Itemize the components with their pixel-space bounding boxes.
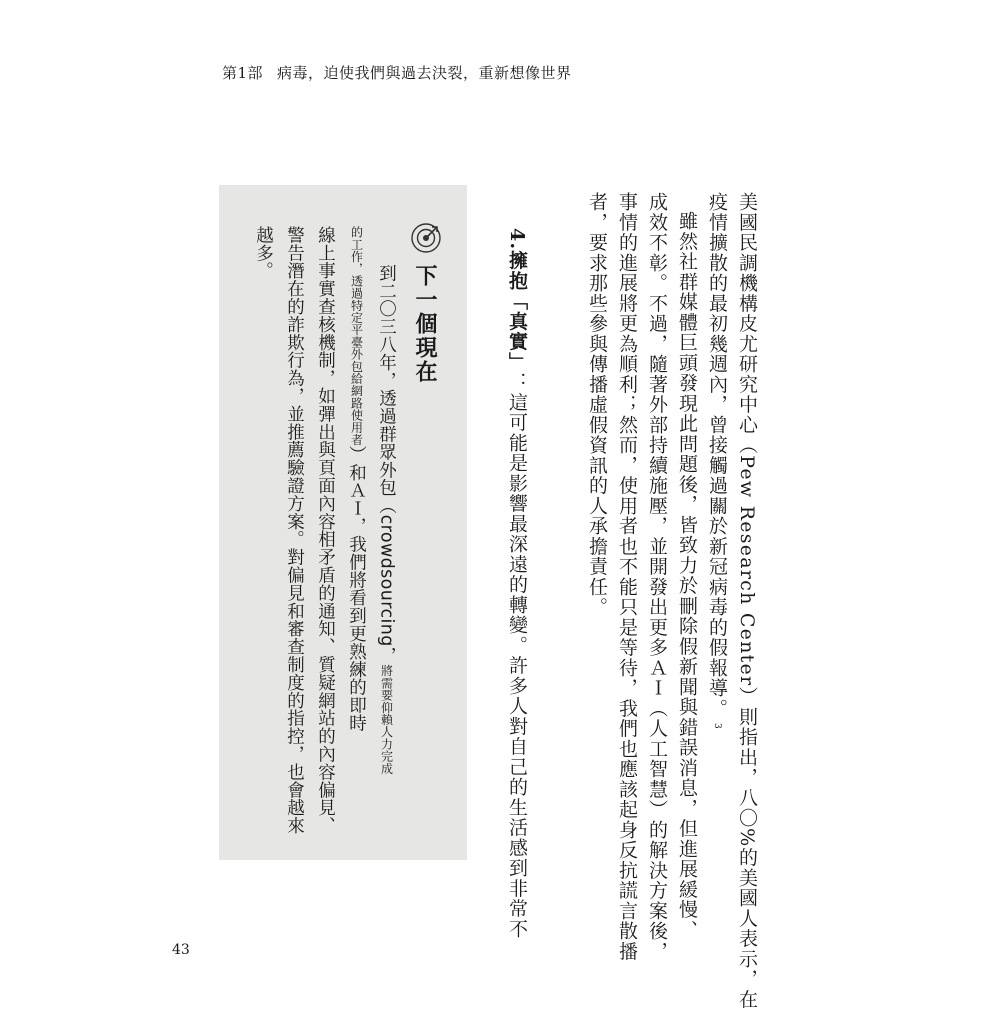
running-head [222, 62, 572, 83]
body-line: 事情的進展將更為順利；然而，使用者也不能只是等待，我們也應該起身反抗謊言散播 [616, 192, 638, 962]
sidebar-line-note: 將需要仰賴人力完成 [379, 664, 394, 775]
body-line-text: 疫情擴散的最初幾週內，曾接觸過關於新冠病毒的假報導。 [706, 192, 728, 719]
sidebar-line-main: 到二〇三八年，透過群眾外包（crowdsourcing， [376, 264, 397, 665]
point-number: 4. [506, 228, 528, 251]
page-number: 43 [172, 942, 190, 958]
body-line-text: 雖然社群媒體巨頭發現此問題後，皆致力於刪除假新聞與錯誤消息，但進展緩慢、 [676, 211, 698, 940]
sidebar-line: 越多。 [253, 226, 274, 280]
point-text: ：這可能是影響最深遠的轉變。許多人對自己的生活感到非常不 [506, 371, 528, 939]
sidebar-line [377, 264, 395, 774]
sidebar-line-main: ）和ＡＩ，我們將看到更熟練的即時 [346, 445, 367, 733]
sidebar-heading: 下一個現在 [412, 264, 437, 384]
body-line [677, 192, 696, 940]
point-title: 擁抱「真實」 [506, 250, 528, 372]
sidebar-line [347, 226, 365, 732]
sidebar-line: 線上事實查核機制，如彈出與頁面內容相矛盾的通知、質疑網站的內容偏見、 [315, 226, 336, 835]
body-line: 成效不彰。不過，隨著外部持續施壓，並開發出更多ＡＩ（人工智慧）的解決方案後， [646, 192, 668, 962]
target-icon [410, 222, 442, 254]
point-line [507, 228, 526, 939]
chapter-title: 病毒，迫使我們與過去決裂，重新想像世界 [277, 64, 572, 82]
sidebar-line: 警告潛在的詐欺行為，並推薦驗證方案。對偏見和審查制度的指控，也會越來 [284, 226, 305, 835]
footnote-marker: 3 [712, 722, 722, 730]
body-line: 美國民調機構皮尤研究中心（Pew Research Center）則指出，八〇%的美國人表示，在 [736, 192, 758, 1009]
body-line: 者，要求那些參與傳播虛假資訊的人承擔責任。 [586, 192, 608, 618]
sidebar-line-note: 的工作，透過特定平臺外包給網路使用者 [349, 226, 364, 446]
part-label: 第1部 [222, 64, 264, 82]
body-line [707, 192, 726, 729]
